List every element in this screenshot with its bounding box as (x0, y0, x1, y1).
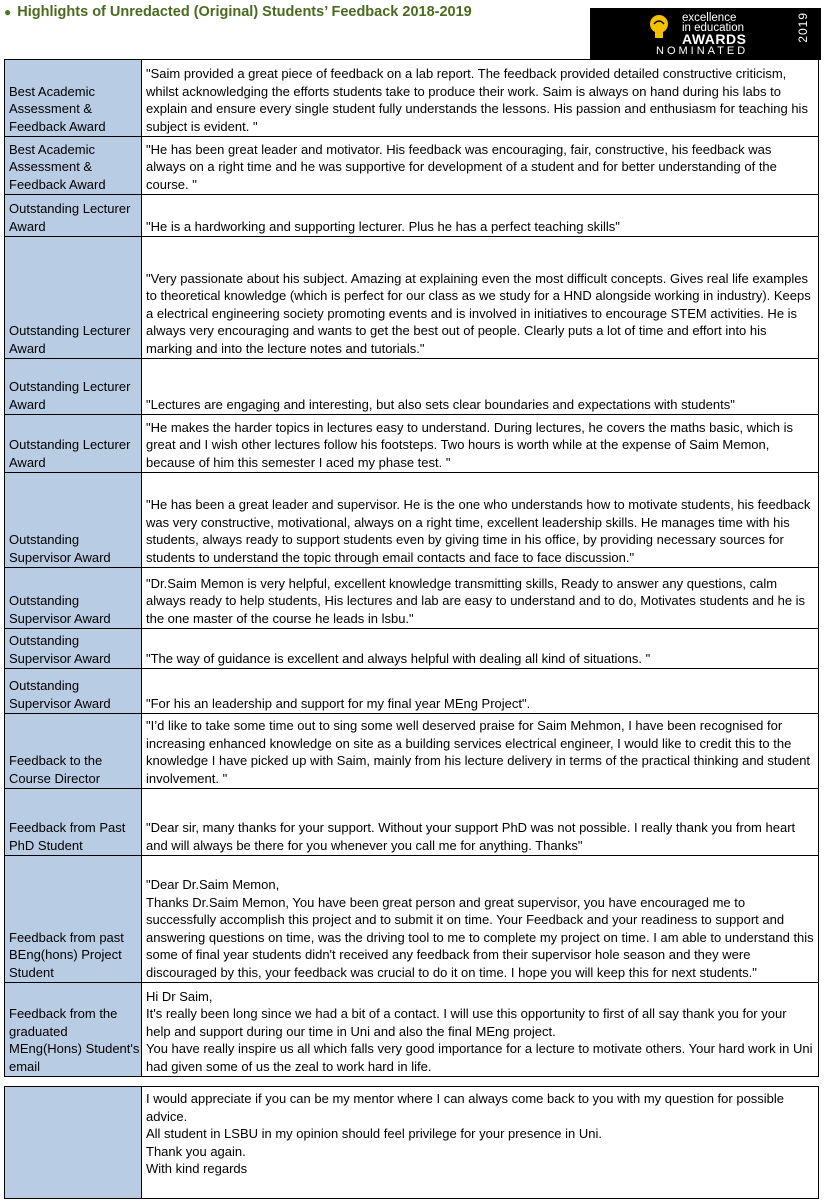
table-row (5, 983, 819, 1077)
table-row (5, 568, 819, 629)
table-row (5, 856, 819, 983)
table-row (5, 473, 819, 568)
award-cell: Outstanding Lecturer Award (5, 359, 142, 415)
feedback-cell: "He makes the harder topics in lectures easy to understand. During lectures, he covers the maths basic, which is great and I wish other lectures follow his footsteps. Two hours is worth while at the expense of Saim Memon, because of him this semester I aced my phase test. " (142, 415, 819, 473)
logo-line-3: AWARDS (682, 31, 747, 47)
award-cell: Feedback from past BEng(hons) Project Student (5, 856, 142, 983)
feedback-cell: "For his an leadership and support for my final year MEng Project". (142, 669, 819, 714)
title-text: Highlights of Unredacted (Original) Students’ Feedback 2018-2019 (17, 4, 472, 20)
award-cell (5, 1087, 142, 1199)
feedback-cell: I would appreciate if you can be my mentor where I can always come back to you with my question for possible advice. All student in LSBU in my opinion should feel privilege for your presence in Uni. Thank you again. With kind regards (142, 1087, 819, 1199)
table-row (5, 359, 819, 415)
feedback-cell: "Dear sir, many thanks for your support. Without your support PhD was not possible. I really thank you from heart and will always be there for you whenever you call me for anything. Thanks" (142, 789, 819, 856)
table-row (5, 669, 819, 714)
award-cell: Outstanding Lecturer Award (5, 195, 142, 237)
feedback-cell: Hi Dr Saim, It's really been long since we had a bit of a contact. I will use this opportunity to first of all say thank you for your help and support during our time in Uni and also the final MEng project. You have really inspire us all which falls very good importance for a lecture to motivate others. Your hard work in Uni had given some of us the zeal to work hard in life. (142, 983, 819, 1077)
lightbulb-icon (648, 14, 670, 40)
feedback-cell: "The way of guidance is excellent and always helpful with dealing all kind of situations. " (142, 629, 819, 669)
feedback-table (4, 59, 819, 1077)
bullet-icon: ● (4, 5, 12, 19)
feedback-cell: "He is a hardworking and supporting lecturer. Plus he has a perfect teaching skills" (142, 195, 819, 237)
feedback-table-continued (4, 1086, 819, 1199)
award-cell: Outstanding Supervisor Award (5, 568, 142, 629)
award-cell: Outstanding Lecturer Award (5, 237, 142, 359)
table-row (5, 629, 819, 669)
award-cell: Outstanding Supervisor Award (5, 669, 142, 714)
logo-year: 2019 (796, 12, 810, 43)
feedback-cell: "He has been a great leader and supervisor. He is the one who understands how to motivate students, his feedback was very constructive, motivational, always on a right time, excellent leadership skills. He manages time with his students, always ready to support students even by giving time in his office, by providing necessary sources for students to understand the topic through email contacts and face to face discussion." (142, 473, 819, 568)
feedback-cell: "Saim provided a great piece of feedback on a lab report. The feedback provided detailed constructive criticism, whilst acknowledging the efforts students take to produce their work. Saim is always on hand during his labs to explain and ensure every single student fully understands the lessons. His passion and enthusiasm for teaching his subject is evident. " (142, 60, 819, 137)
feedback-cell: "Lectures are engaging and interesting, but also sets clear boundaries and expectations with students" (142, 359, 819, 415)
award-cell: Best Academic Assessment & Feedback Award (5, 60, 142, 137)
award-cell: Feedback from Past PhD Student (5, 789, 142, 856)
table-row (5, 195, 819, 237)
award-cell: Outstanding Supervisor Award (5, 629, 142, 669)
table-row (5, 60, 819, 137)
table-row (5, 237, 819, 359)
logo-line-2: in education (682, 22, 745, 34)
logo-line-1: excellence (682, 12, 737, 24)
table-row (5, 415, 819, 473)
feedback-cell: "Dr.Saim Memon is very helpful, excellent knowledge transmitting skills, Ready to answer any questions, calm always ready to help students, His lectures and lab are easy to understand and to do, Motivates students and he is the one master of the course he leads in lsbu." (142, 568, 819, 629)
feedback-cell: "Dear Dr.Saim Memon, Thanks Dr.Saim Memon, You have been great person and great supervisor, you have encouraged me to successfully accomplish this project and to submit it on time. Your Feedback and your readiness to support and answering questions on time, was the driving tool to me to complete my project on time. I am able to understand this some of final year students didn't received any feedback from their supervisor hole season and they were discouraged by this, your feedback was crucial to do it on time. I hope you will keep this for next students." (142, 856, 819, 983)
table-row (5, 714, 819, 789)
feedback-cell: "He has been great leader and motivator. His feedback was encouraging, fair, constructive, his feedback was always on a right time and he was supportive for development of a student and for better understanding of the course. " (142, 137, 819, 195)
feedback-cell: "I’d like to take some time out to sing some well deserved praise for Saim Mehmon, I have been recognised for increasing enhanced knowledge on site as a building services electrical engineer, I would like to credit this to the knowledge I have picked up with Saim, mainly from his lecture delivery in terms of the practical thinking and student involvement. " (142, 714, 819, 789)
award-cell: Best Academic Assessment & Feedback Award (5, 137, 142, 195)
award-cell: Feedback from the graduated MEng(Hons) Student's email (5, 983, 142, 1077)
table-row (5, 1087, 819, 1199)
page-title (4, 4, 472, 20)
table-row (5, 789, 819, 856)
award-cell: Outstanding Lecturer Award (5, 415, 142, 473)
feedback-cell: "Very passionate about his subject. Amazing at explaining even the most difficult concepts. Gives real life examples to theoretical knowledge (which is perfect for our class as we study for a HND alongside working in industry). Keeps a electrical engineering society promoting events and is involved in initiatives to encourage STEM activities. He is always very encouraging and wants to get the best out of people. Clearly puts a lot of time and effort into his marking and into the lecture notes and tutorials." (142, 237, 819, 359)
award-cell: Feedback to the Course Director (5, 714, 142, 789)
awards-logo (590, 8, 821, 60)
logo-status: NOMINATED (656, 45, 749, 57)
table-row (5, 137, 819, 195)
award-cell: Outstanding Supervisor Award (5, 473, 142, 568)
